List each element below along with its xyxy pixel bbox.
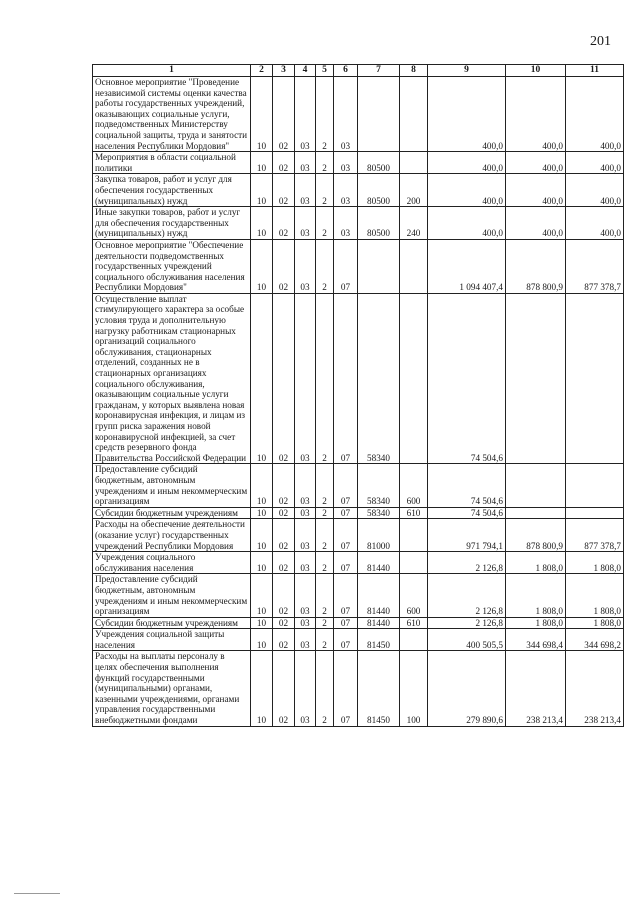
row-name-cell: Закупка товаров, работ и услуг для обеспечения государственных (муниципальных) нужд [93, 174, 251, 207]
row-value-cell: 80500 [358, 152, 400, 174]
row-value-cell: 02 [273, 464, 295, 507]
row-value-cell: 02 [273, 519, 295, 552]
row-value-cell: 03 [295, 507, 316, 519]
row-name-cell: Субсидии бюджетным учреждениям [93, 617, 251, 629]
row-value-cell: 74 504,6 [428, 464, 506, 507]
row-value-cell: 03 [334, 152, 358, 174]
row-value-cell: 10 [251, 464, 273, 507]
column-header: 6 [334, 65, 358, 77]
row-value-cell [400, 77, 428, 152]
row-value-cell: 58340 [358, 464, 400, 507]
column-header: 5 [316, 65, 334, 77]
row-value-cell: 81000 [358, 519, 400, 552]
row-value-cell: 81440 [358, 552, 400, 574]
row-value-cell: 971 794,1 [428, 519, 506, 552]
row-value-cell: 07 [334, 552, 358, 574]
row-value-cell: 400,0 [506, 77, 566, 152]
row-value-cell: 2 [316, 629, 334, 651]
table-row [93, 507, 624, 519]
row-name-cell: Учреждения социального обслуживания населения [93, 552, 251, 574]
row-value-cell: 1 808,0 [506, 617, 566, 629]
row-value-cell: 1 094 407,4 [428, 239, 506, 293]
row-value-cell: 07 [334, 239, 358, 293]
table-row [93, 519, 624, 552]
row-value-cell: 2 [316, 239, 334, 293]
row-value-cell: 03 [295, 152, 316, 174]
row-value-cell: 03 [295, 629, 316, 651]
row-value-cell: 81440 [358, 617, 400, 629]
row-value-cell: 600 [400, 574, 428, 617]
table-row [93, 77, 624, 152]
row-name-cell: Расходы на выплаты персоналу в целях обеспечения выполнения функций государственными (муниципальными) органами, казенными учреждениями, органами управления государственными внебюджетными фондами [93, 651, 251, 726]
row-value-cell: 2 [316, 651, 334, 726]
row-value-cell [400, 519, 428, 552]
table-row [93, 174, 624, 207]
row-value-cell: 02 [273, 507, 295, 519]
row-value-cell [506, 464, 566, 507]
row-value-cell: 2 [316, 574, 334, 617]
row-value-cell [506, 507, 566, 519]
row-value-cell: 238 213,4 [566, 651, 624, 726]
row-value-cell: 02 [273, 239, 295, 293]
row-value-cell: 878 800,9 [506, 239, 566, 293]
row-value-cell: 58340 [358, 507, 400, 519]
row-value-cell: 58340 [358, 293, 400, 464]
row-value-cell: 03 [295, 207, 316, 240]
row-value-cell: 2 [316, 464, 334, 507]
row-value-cell: 1 808,0 [566, 574, 624, 617]
row-value-cell: 610 [400, 507, 428, 519]
row-value-cell: 1 808,0 [566, 552, 624, 574]
row-value-cell [400, 552, 428, 574]
row-value-cell: 2 [316, 519, 334, 552]
column-header: 7 [358, 65, 400, 77]
row-value-cell: 10 [251, 519, 273, 552]
row-value-cell: 2 [316, 552, 334, 574]
row-value-cell: 03 [295, 464, 316, 507]
row-value-cell: 03 [295, 174, 316, 207]
column-header: 9 [428, 65, 506, 77]
column-header: 4 [295, 65, 316, 77]
row-value-cell: 10 [251, 207, 273, 240]
row-value-cell [358, 239, 400, 293]
row-value-cell [506, 293, 566, 464]
column-header: 11 [566, 65, 624, 77]
row-value-cell: 400,0 [566, 77, 624, 152]
row-value-cell: 2 [316, 207, 334, 240]
row-value-cell: 02 [273, 552, 295, 574]
row-value-cell: 81440 [358, 574, 400, 617]
row-value-cell [400, 629, 428, 651]
row-value-cell: 1 808,0 [566, 617, 624, 629]
row-value-cell: 400,0 [506, 174, 566, 207]
row-value-cell: 877 378,7 [566, 519, 624, 552]
row-value-cell: 877 378,7 [566, 239, 624, 293]
row-value-cell: 02 [273, 174, 295, 207]
row-value-cell: 74 504,6 [428, 507, 506, 519]
row-name-cell: Учреждения социальной защиты населения [93, 629, 251, 651]
table-row [93, 207, 624, 240]
row-name-cell: Расходы на обеспечение деятельности (оказание услуг) государственных учреждений Республики Мордовия [93, 519, 251, 552]
column-header: 8 [400, 65, 428, 77]
row-value-cell: 81450 [358, 629, 400, 651]
row-value-cell: 10 [251, 77, 273, 152]
row-value-cell: 07 [334, 651, 358, 726]
column-header: 2 [251, 65, 273, 77]
page-number: 201 [590, 34, 611, 49]
scan-edge-mark [14, 893, 60, 894]
table-row [93, 293, 624, 464]
row-name-cell: Осуществление выплат стимулирующего характера за особые условия труда и дополнительную нагрузку работникам стационарных организаций социального обслуживания, стационарных отделений, созданных не в стационарных организациях социального обслуживания, оказывающим социальные услуги гражданам, у которых выявлена новая коронавирусная инфекция, и лицам из групп риска заражения новой коронавирусной инфекцией, за счет средств резервного фонда Правительства Российской Федерации [93, 293, 251, 464]
row-value-cell: 400 505,5 [428, 629, 506, 651]
row-value-cell: 2 [316, 174, 334, 207]
row-value-cell: 400,0 [566, 174, 624, 207]
row-value-cell: 2 [316, 152, 334, 174]
row-value-cell: 07 [334, 507, 358, 519]
row-value-cell [358, 77, 400, 152]
row-value-cell: 400,0 [428, 152, 506, 174]
row-value-cell: 02 [273, 77, 295, 152]
row-value-cell [400, 293, 428, 464]
row-value-cell: 10 [251, 239, 273, 293]
row-value-cell: 10 [251, 574, 273, 617]
table-row [93, 552, 624, 574]
row-name-cell: Основное мероприятие "Обеспечение деятельности подведомственных государственных учреждений социального обслуживания населения Республики Мордовия" [93, 239, 251, 293]
row-value-cell: 600 [400, 464, 428, 507]
row-value-cell: 1 808,0 [506, 552, 566, 574]
row-value-cell: 400,0 [428, 207, 506, 240]
row-value-cell [400, 239, 428, 293]
row-value-cell: 279 890,6 [428, 651, 506, 726]
row-value-cell: 878 800,9 [506, 519, 566, 552]
header-row [93, 65, 624, 77]
row-value-cell: 344 698,4 [506, 629, 566, 651]
row-value-cell: 2 126,8 [428, 574, 506, 617]
column-header: 10 [506, 65, 566, 77]
row-value-cell: 400,0 [566, 207, 624, 240]
row-value-cell: 03 [295, 574, 316, 617]
row-value-cell: 03 [295, 617, 316, 629]
row-value-cell: 80500 [358, 207, 400, 240]
row-value-cell [566, 507, 624, 519]
row-value-cell: 02 [273, 293, 295, 464]
row-value-cell: 400,0 [506, 152, 566, 174]
row-name-cell: Основное мероприятие "Проведение независимой системы оценки качества работы государственных учреждений, оказывающих социальные услуги, подведомственных Министерству социальной защиты, труда и занятости населения Республики Мордовия" [93, 77, 251, 152]
row-value-cell: 03 [334, 174, 358, 207]
table-row [93, 152, 624, 174]
row-value-cell [400, 152, 428, 174]
row-value-cell: 240 [400, 207, 428, 240]
row-value-cell: 10 [251, 552, 273, 574]
row-value-cell: 80500 [358, 174, 400, 207]
row-value-cell: 02 [273, 651, 295, 726]
row-value-cell: 344 698,2 [566, 629, 624, 651]
row-value-cell: 74 504,6 [428, 293, 506, 464]
row-value-cell [566, 464, 624, 507]
row-value-cell: 07 [334, 574, 358, 617]
row-value-cell: 2 [316, 507, 334, 519]
row-value-cell: 03 [295, 552, 316, 574]
row-value-cell [566, 293, 624, 464]
table-row [93, 574, 624, 617]
row-value-cell: 400,0 [566, 152, 624, 174]
row-value-cell: 07 [334, 293, 358, 464]
row-value-cell: 03 [295, 651, 316, 726]
row-value-cell: 03 [295, 519, 316, 552]
row-value-cell: 2 [316, 293, 334, 464]
row-value-cell: 07 [334, 629, 358, 651]
row-name-cell: Предоставление субсидий бюджетным, автономным учреждениям и иным некоммерческим организациям [93, 574, 251, 617]
row-value-cell: 10 [251, 629, 273, 651]
row-name-cell: Субсидии бюджетным учреждениям [93, 507, 251, 519]
column-header: 1 [93, 65, 251, 77]
row-value-cell: 07 [334, 464, 358, 507]
row-value-cell: 10 [251, 507, 273, 519]
row-value-cell: 1 808,0 [506, 574, 566, 617]
row-value-cell: 02 [273, 574, 295, 617]
budget-table [92, 64, 624, 727]
row-value-cell: 238 213,4 [506, 651, 566, 726]
row-value-cell: 02 [273, 152, 295, 174]
row-name-cell: Мероприятия в области социальной политики [93, 152, 251, 174]
row-value-cell: 10 [251, 617, 273, 629]
row-value-cell: 02 [273, 207, 295, 240]
row-value-cell: 81450 [358, 651, 400, 726]
row-value-cell: 100 [400, 651, 428, 726]
row-value-cell: 02 [273, 617, 295, 629]
row-value-cell: 400,0 [428, 174, 506, 207]
row-value-cell: 07 [334, 617, 358, 629]
table-row [93, 617, 624, 629]
row-value-cell: 03 [295, 293, 316, 464]
row-name-cell: Иные закупки товаров, работ и услуг для обеспечения государственных (муниципальных) нужд [93, 207, 251, 240]
row-value-cell: 400,0 [428, 77, 506, 152]
row-value-cell: 2 [316, 77, 334, 152]
row-value-cell: 610 [400, 617, 428, 629]
column-header: 3 [273, 65, 295, 77]
row-value-cell: 03 [295, 77, 316, 152]
row-value-cell: 10 [251, 152, 273, 174]
table-row [93, 651, 624, 726]
row-value-cell: 2 126,8 [428, 617, 506, 629]
row-value-cell: 03 [334, 77, 358, 152]
row-value-cell: 2 126,8 [428, 552, 506, 574]
table-row [93, 464, 624, 507]
row-value-cell: 03 [334, 207, 358, 240]
row-value-cell: 10 [251, 174, 273, 207]
row-value-cell: 2 [316, 617, 334, 629]
row-value-cell: 07 [334, 519, 358, 552]
row-value-cell: 400,0 [506, 207, 566, 240]
table-row [93, 239, 624, 293]
row-name-cell: Предоставление субсидий бюджетным, автономным учреждениям и иным некоммерческим организациям [93, 464, 251, 507]
row-value-cell: 200 [400, 174, 428, 207]
row-value-cell: 03 [295, 239, 316, 293]
table-row [93, 629, 624, 651]
row-value-cell: 10 [251, 293, 273, 464]
row-value-cell: 02 [273, 629, 295, 651]
row-value-cell: 10 [251, 651, 273, 726]
